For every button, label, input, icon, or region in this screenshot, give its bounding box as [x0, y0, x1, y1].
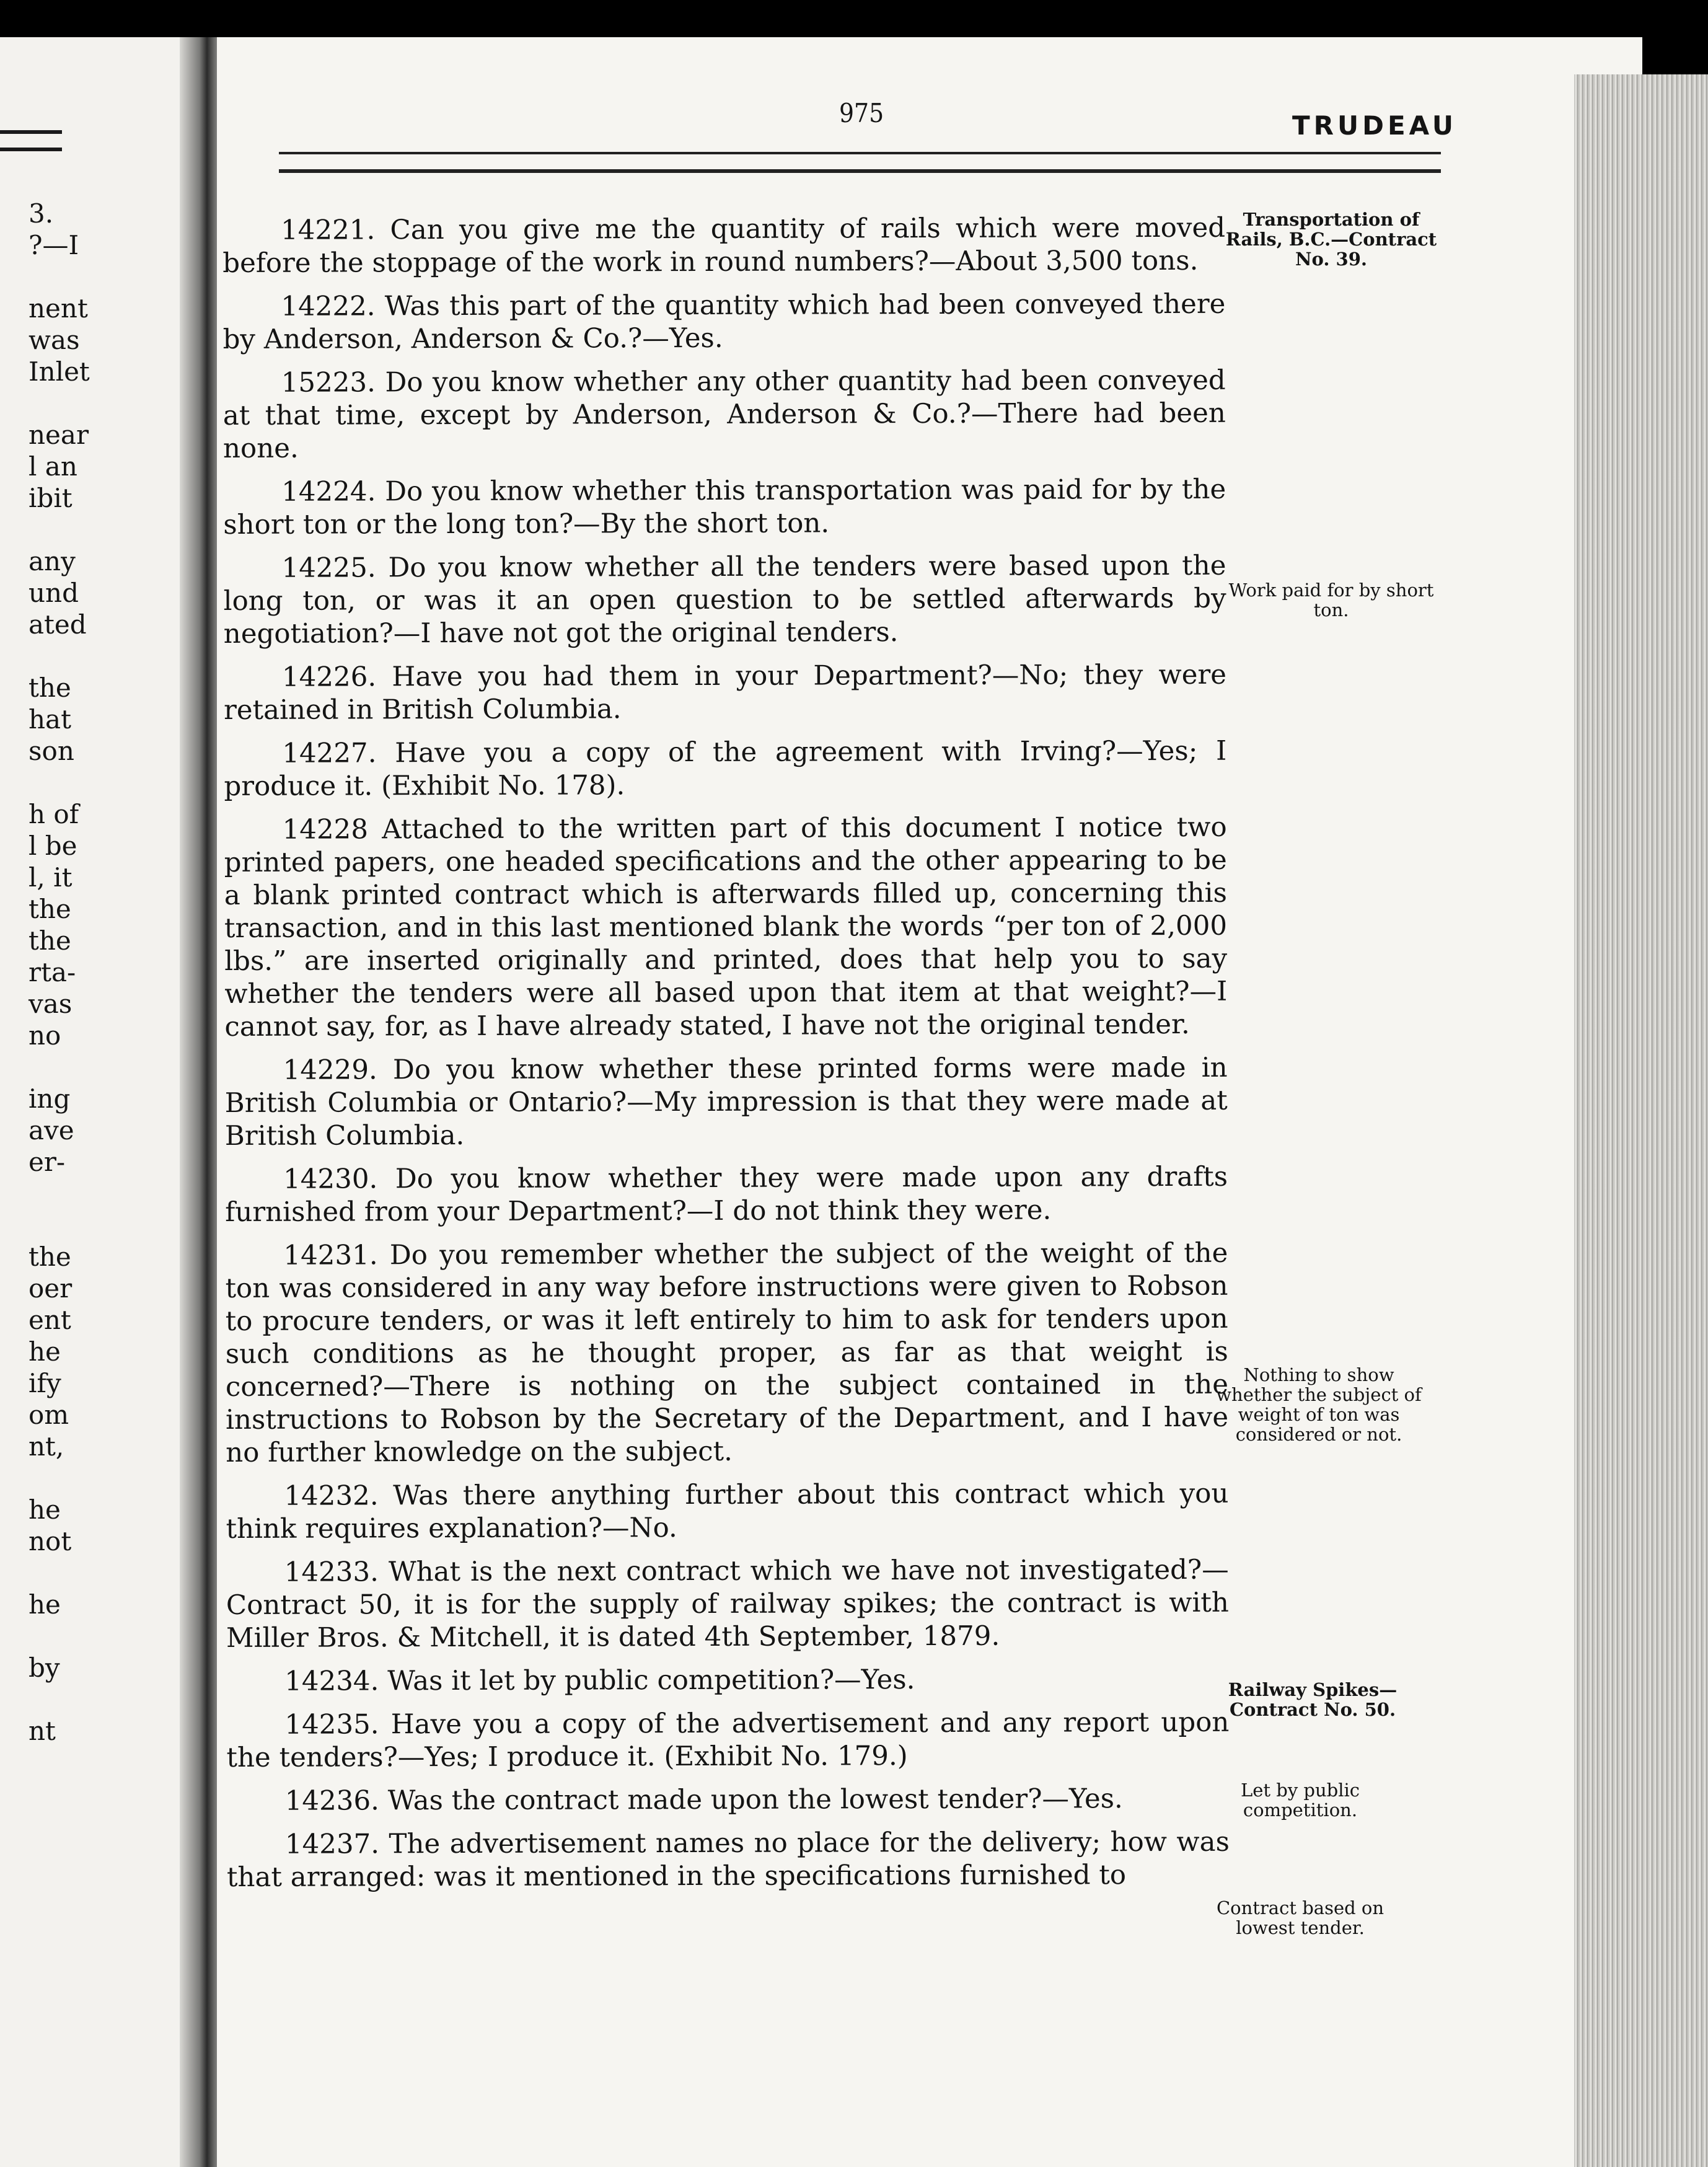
- facing-page-line: the: [29, 673, 71, 703]
- facing-page-line: und: [29, 578, 79, 608]
- question-paragraph: 15223. Do you know whether any other quantity had been conveyed at that time, except by Anderson, Anderson & Co.?—There had been none.: [222, 364, 1226, 464]
- facing-page-line: ent: [29, 1305, 71, 1335]
- question-paragraph: 14221. Can you give me the quantity of rails which were moved before the stoppage of the work in round numbers?—About 3,500 tons.: [222, 212, 1226, 279]
- question-paragraph: 14231. Do you remember whether the subject of the weight of the ton was considered in any way before instructions were given to Robson to procure tenders, or was it left entirely to him to ask for tenders upon such conditions as he thought proper, as far as that weight is concerned?—There is nothing on the subject contained in the instructions to Robson by the Secretary of the Department, and I have no further knowledge on the subject.: [225, 1237, 1229, 1468]
- facing-page-line: ing: [29, 1084, 71, 1114]
- facing-page-line: hat: [29, 704, 71, 735]
- question-paragraph: 14224. Do you know whether this transportation was paid for by the short ton or the long ton?—By the short ton.: [223, 474, 1226, 541]
- facing-page-line: Inlet: [29, 356, 90, 387]
- facing-page-line: he: [29, 1336, 61, 1367]
- testimony-text: [222, 212, 1230, 1905]
- facing-page-rule: [0, 130, 62, 151]
- facing-page-line: rta-: [29, 957, 76, 987]
- side-note-short-ton: Work paid for by short ton.: [1228, 580, 1434, 620]
- question-paragraph: 14237. The advertisement names no place for the delivery; how was that arranged: was it mentioned in the specifications furnished to: [226, 1826, 1230, 1893]
- facing-page-line: l an: [29, 451, 77, 482]
- facing-page-line: nt,: [29, 1431, 64, 1462]
- facing-page-line: no: [29, 1020, 61, 1051]
- side-note-transportation-rails: Transportation of Rails, B.C.—Contract No. 39.: [1225, 209, 1437, 270]
- facing-page-line: nent: [29, 293, 88, 324]
- question-paragraph: 14230. Do you know whether they were made upon any drafts furnished from your Department?—I do not think they were.: [225, 1161, 1228, 1228]
- facing-page-line: om: [29, 1400, 69, 1430]
- facing-page-line: ify: [29, 1368, 61, 1398]
- question-paragraph: 14225. Do you know whether all the tenders were based upon the long ton, or was it an open question to be settled afterwards by negotiation?—I have not got the original tenders.: [223, 550, 1226, 650]
- facing-page-line: er-: [29, 1147, 66, 1177]
- facing-page-line: l, it: [29, 862, 73, 893]
- side-note-lowest-tender: Contract based on lowest tender.: [1216, 1897, 1384, 1938]
- facing-page-line: ?—I: [29, 230, 79, 260]
- question-paragraph: 14236. Was the contract made upon the lowest tender?—Yes.: [284, 1783, 1123, 1817]
- question-paragraph: 14235. Have you a copy of the advertisement and any report upon the tenders?—Yes; I produce it. (Exhibit No. 179.): [226, 1706, 1230, 1773]
- facing-page-fragment: [0, 37, 205, 2167]
- side-note-weight-of-ton: Nothing to show whether the subject of weight of ton was considered or not.: [1216, 1364, 1422, 1445]
- facing-page-line: the: [29, 894, 71, 924]
- question-paragraph: 14233. What is the next contract which we have not investigated?—Contract 50, it is for the supply of railway spikes; the contract is with Miller Bros. & Mitchell, it is dated 4th September, 1879.: [226, 1554, 1229, 1654]
- facing-page-line: ave: [29, 1115, 74, 1145]
- facing-page-line: ibit: [29, 483, 73, 513]
- facing-page-line: he: [29, 1494, 61, 1525]
- facing-page-line: ated: [29, 609, 87, 640]
- running-head: TRUDEAU: [1292, 110, 1457, 141]
- question-paragraph: 14229. Do you know whether these printed forms were made in British Columbia or Ontario?—My impression is that they were made at British Columbia.: [224, 1052, 1228, 1152]
- facing-page-line: by: [29, 1653, 60, 1683]
- facing-page-line: h of: [29, 799, 79, 829]
- facing-page-line: was: [29, 325, 80, 355]
- facing-page-line: the: [29, 925, 71, 956]
- facing-page-line: nt: [29, 1716, 56, 1746]
- question-paragraph: 14234. Was it let by public competition?—Yes.: [284, 1664, 915, 1697]
- question-paragraph: 14228 Attached to the written part of this document I notice two printed papers, one headed specifications and the other appearing to be a blank printed contract which is afterwards filled up, concerning this transaction, and in this last mentioned blank the words “per ton of 2,000 lbs.” are inserted originally and printed, does that help you to say whether the tenders were all based upon that item at that weight?—I cannot say, for, as I have already stated, I have not the original tender.: [224, 811, 1228, 1043]
- document-page: [217, 37, 1642, 2167]
- facing-page-line: oer: [29, 1273, 73, 1304]
- facing-page-line: he: [29, 1589, 61, 1620]
- facing-page-line: not: [29, 1526, 72, 1556]
- header-rule: [279, 152, 1441, 173]
- question-paragraph: 14232. Was there anything further about this contract which you think requires explanation?—No.: [226, 1478, 1229, 1545]
- question-paragraph: 14222. Was this part of the quantity which had been conveyed there by Anderson, Anderson & Co.?—Yes.: [222, 288, 1226, 355]
- question-paragraph: 14227. Have you a copy of the agreement with Irving?—Yes; I produce it. (Exhibit No. 178).: [224, 735, 1227, 802]
- facing-page-line: any: [29, 546, 76, 576]
- question-paragraph: 14226. Have you had them in your Department?—No; they were retained in British Columbia.: [224, 659, 1227, 726]
- page-stack-edge: [1574, 74, 1708, 2167]
- facing-page-line: vas: [29, 989, 73, 1019]
- facing-page-line: the: [29, 1242, 71, 1272]
- facing-page-line: near: [29, 420, 89, 450]
- side-note-public-competition: Let by public competition.: [1240, 1780, 1360, 1821]
- facing-page-line: 3.: [29, 198, 54, 229]
- facing-page-line: son: [29, 736, 74, 766]
- side-note-railway-spikes: Railway Spikes—Contract No. 50.: [1228, 1679, 1398, 1720]
- page-number: 975: [839, 98, 884, 128]
- facing-page-line: l be: [29, 831, 77, 861]
